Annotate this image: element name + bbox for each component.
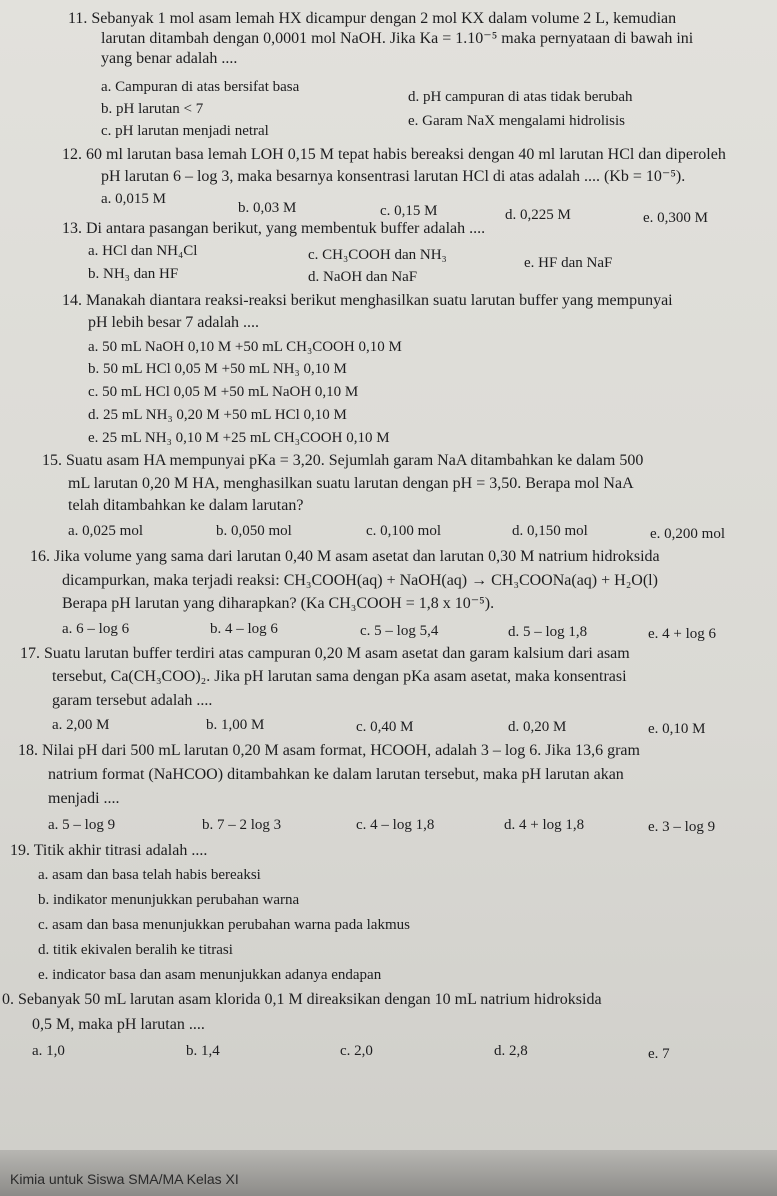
q14-option-a: a. 50 mL NaOH 0,10 M +50 mL CH₃COOH 0,10 M (88, 339, 402, 355)
q19-line1: 19. Titik akhir titrasi adalah .... (10, 842, 208, 859)
q12-option-d: d. 0,225 M (505, 207, 571, 223)
q15-line1: 15. Suatu asam HA mempunyai pKa = 3,20. Sejumlah garam NaA ditambahkan ke dalam 500 (42, 452, 644, 469)
q13-line1: 13. Di antara pasangan berikut, yang membentuk buffer adalah .... (62, 220, 486, 237)
q15-option-e: e. 0,200 mol (650, 526, 725, 542)
q17-option-d: d. 0,20 M (508, 719, 567, 735)
q13-option-b: b. NH₃ dan HF (88, 266, 179, 282)
q13-option-d: d. NaOH dan NaF (308, 269, 418, 285)
q17-option-a: a. 2,00 M (52, 717, 110, 733)
q14-option-c: c. 50 mL HCl 0,05 M +50 mL NaOH 0,10 M (88, 384, 359, 400)
q16-option-b: b. 4 – log 6 (210, 621, 278, 637)
q11-option-e: e. Garam NaX mengalami hidrolisis (408, 113, 626, 129)
q11-line2: larutan ditambah dengan 0,0001 mol NaOH. Jika Ka = 1.10⁻⁵ maka pernyataan di bawah ini (101, 30, 694, 47)
q16-option-d: d. 5 – log 1,8 (508, 624, 588, 640)
q18-option-c: c. 4 – log 1,8 (356, 817, 435, 833)
q14-option-e: e. 25 mL NH₃ 0,10 M +25 mL CH₃COOH 0,10 M (88, 430, 390, 446)
q12-option-a: a. 0,015 M (101, 191, 166, 207)
q17-option-b: b. 1,00 M (206, 717, 265, 733)
q15-option-c: c. 0,100 mol (366, 523, 441, 539)
q18-option-b: b. 7 – 2 log 3 (202, 817, 282, 833)
q20-option-c: c. 2,0 (340, 1043, 373, 1059)
q18-line2: natrium format (NaHCOO) ditambahkan ke dalam larutan tersebut, maka pH larutan akan (48, 766, 624, 783)
q18-line3: menjadi .... (48, 790, 120, 807)
q20-option-b: b. 1,4 (186, 1043, 220, 1059)
q16-option-e: e. 4 + log 6 (648, 626, 717, 642)
q19-option-c: c. asam dan basa menunjukkan perubahan warna pada lakmus (38, 917, 410, 933)
q19-option-e: e. indicator basa dan asam menunjukkan adanya endapan (38, 967, 382, 983)
q16-line3: Berapa pH larutan yang diharapkan? (Ka CH₃COOH = 1,8 x 10⁻⁵). (62, 595, 495, 612)
q11-option-d: d. pH campuran di atas tidak berubah (408, 89, 633, 105)
q16-line1: 16. Jika volume yang sama dari larutan 0,40 M asam asetat dan larutan 0,30 M natrium hidroksida (30, 548, 660, 565)
q18-option-d: d. 4 + log 1,8 (504, 817, 585, 833)
q15-option-b: b. 0,050 mol (216, 523, 292, 539)
q17-line2: tersebut, Ca(CH₃COO)₂. Jika pH larutan sama dengan pKa asam asetat, maka konsentrasi (52, 668, 627, 685)
page-footer: Kimia untuk Siswa SMA/MA Kelas XI (10, 1171, 239, 1187)
q18-line1: 18. Nilai pH dari 500 mL larutan 0,20 M asam format, HCOOH, adalah 3 – log 6. Jika 13,6 gram (18, 742, 640, 759)
q20-option-d: d. 2,8 (494, 1043, 528, 1059)
q11-option-b: b. pH larutan < 7 (101, 101, 204, 117)
q19-option-a: a. asam dan basa telah habis bereaksi (38, 867, 261, 883)
q15-line2: mL larutan 0,20 M HA, menghasilkan suatu larutan dengan pH = 3,50. Berapa mol NaA (68, 475, 634, 492)
q15-option-d: d. 0,150 mol (512, 523, 588, 539)
q12-line2: pH larutan 6 – log 3, maka besarnya konsentrasi larutan HCl di atas adalah .... (Kb = 10⁻⁵). (101, 168, 686, 185)
q16-line2: dicampurkan, maka terjadi reaksi: CH₃COOH(aq) + NaOH(aq) → CH₃COONa(aq) + H₂O(l) (62, 572, 658, 589)
q18-option-e: e. 3 – log 9 (648, 819, 716, 835)
q12-option-e: e. 0,300 M (643, 210, 708, 226)
q12-option-c: c. 0,15 M (380, 203, 438, 219)
q20-line1: 0. Sebanyak 50 mL larutan asam klorida 0,1 M direaksikan dengan 10 mL natrium hidroksida (2, 991, 602, 1008)
q13-option-a: a. HCl dan NH₄Cl (88, 243, 198, 259)
q12-option-b: b. 0,03 M (238, 200, 297, 216)
q19-option-b: b. indikator menunjukkan perubahan warna (38, 892, 300, 908)
q11-option-a: a. Campuran di atas bersifat basa (101, 79, 300, 95)
q20-line2: 0,5 M, maka pH larutan .... (32, 1016, 205, 1033)
q11-line1: 11. Sebanyak 1 mol asam lemah HX dicampur dengan 2 mol KX dalam volume 2 L, kemudian (68, 10, 677, 27)
q17-option-c: c. 0,40 M (356, 719, 414, 735)
q11-line3: yang benar adalah .... (101, 50, 238, 67)
q13-option-e: e. HF dan NaF (524, 255, 613, 271)
q14-line1: 14. Manakah diantara reaksi-reaksi berikut menghasilkan suatu larutan buffer yang mempunyai (62, 292, 673, 309)
q13-option-c: c. CH₃COOH dan NH₃ (308, 247, 447, 263)
q15-line3: telah ditambahkan ke dalam larutan? (68, 497, 304, 514)
q19-option-d: d. titik ekivalen beralih ke titrasi (38, 942, 233, 958)
q17-option-e: e. 0,10 M (648, 721, 706, 737)
q16-option-c: c. 5 – log 5,4 (360, 623, 439, 639)
q17-line1: 17. Suatu larutan buffer terdiri atas campuran 0,20 M asam asetat dan garam kalsium dari asam (20, 645, 630, 662)
q12-line1: 12. 60 ml larutan basa lemah LOH 0,15 M tepat habis bereaksi dengan 40 ml larutan HCl dan diperoleh (62, 146, 726, 163)
q15-option-a: a. 0,025 mol (68, 523, 143, 539)
q11-option-c: c. pH larutan menjadi netral (101, 123, 269, 139)
q20-option-e: e. 7 (648, 1046, 670, 1062)
q14-line2: pH lebih besar 7 adalah .... (88, 314, 260, 331)
q18-option-a: a. 5 – log 9 (48, 817, 116, 833)
q20-option-a: a. 1,0 (32, 1043, 65, 1059)
q16-option-a: a. 6 – log 6 (62, 621, 130, 637)
q17-line3: garam tersebut adalah .... (52, 692, 213, 709)
q14-option-b: b. 50 mL HCl 0,05 M +50 mL NH₃ 0,10 M (88, 361, 347, 377)
q14-option-d: d. 25 mL NH₃ 0,20 M +50 mL HCl 0,10 M (88, 407, 347, 423)
